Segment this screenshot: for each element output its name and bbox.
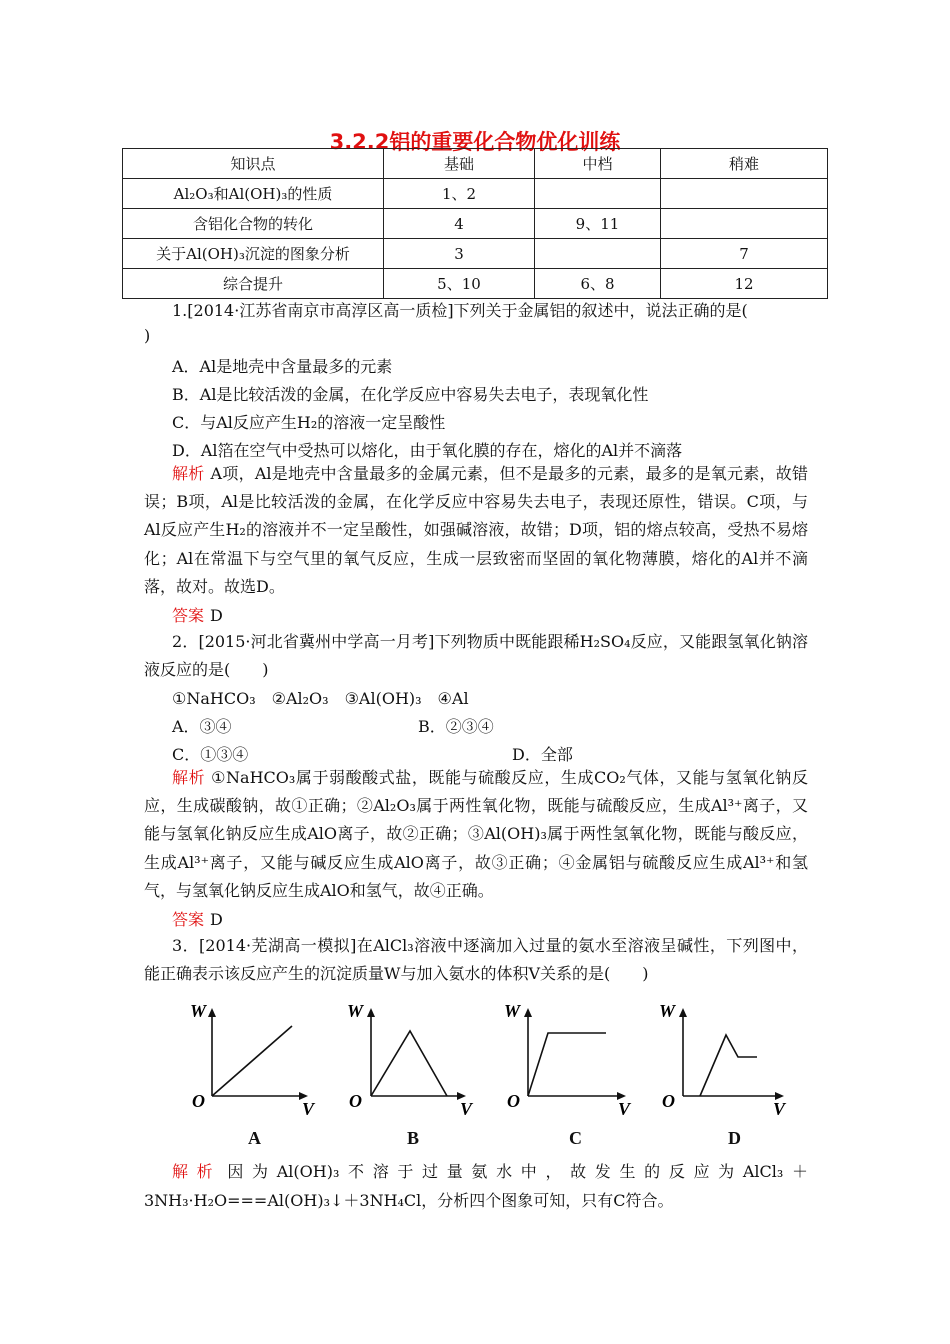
- q2-answer-value: D: [210, 910, 223, 929]
- table-cell: [535, 239, 661, 269]
- table-cell: 含铝化合物的转化: [123, 209, 384, 239]
- graph-label-a: A: [248, 1128, 261, 1148]
- table-header-cell: 稍难: [661, 149, 828, 179]
- curve: [212, 1026, 292, 1096]
- q1-option-b: B．Al是比较活泼的金属，在化学反应中容易失去电子，表现氧化性: [172, 385, 649, 404]
- table-cell: [535, 179, 661, 209]
- y-axis-label: W: [190, 1001, 207, 1021]
- curve: [528, 1033, 606, 1096]
- table-cell: 9、11: [535, 209, 661, 239]
- table-header-cell: 基础: [384, 149, 535, 179]
- y-axis-label: W: [504, 1001, 521, 1021]
- table-cell: 4: [384, 209, 535, 239]
- graph-c: [504, 1001, 632, 1119]
- table-cell: 综合提升: [123, 269, 384, 299]
- q1-answer: [172, 603, 223, 626]
- origin-label: O: [349, 1091, 362, 1111]
- q3-stem: 3．[2014·芜湖高一模拟]在AlCl₃溶液中逐滴加入过量的氨水至溶液呈碱性，下列图中，能正确表示该反应产生的沉淀质量W与加入氨水的体积V关系的是( ): [144, 936, 808, 984]
- answer-tag: 答案: [172, 910, 205, 929]
- q3-analysis-cont: 3NH₃·H₂O===Al(OH)₃↓＋3NH₄Cl，分析四个图象可知，只有C符合。: [144, 1191, 674, 1210]
- x-axis-label: V: [460, 1099, 473, 1119]
- graph-b: [347, 1001, 474, 1119]
- q1-stem: 1.[2014·江苏省南京市高淳区高一质检]下列关于金属铝的叙述中，说法正确的是(: [172, 301, 748, 320]
- table-cell: 关于Al(OH)₃沉淀的图象分析: [123, 239, 384, 269]
- q1-analysis: [144, 460, 808, 601]
- analysis-tag: 解析: [172, 768, 206, 787]
- table-cell: 7: [661, 239, 828, 269]
- q3-analysis-text: 因为Al(OH)₃不溶于过量氨水中，故发生的反应为AlCl₃＋: [227, 1162, 808, 1181]
- q1-option-d: D．Al箔在空气中受热可以熔化，由于氧化膜的存在，熔化的Al并不滴落: [172, 441, 683, 460]
- knowledge-table: [122, 148, 828, 299]
- page-title: 3.2.2铝的重要化合物优化训练: [329, 130, 621, 154]
- q2-option-b: B．②③④: [418, 717, 494, 736]
- q2-stem: 2．[2015·河北省冀州中学高一月考]下列物质中既能跟稀H₂SO₄反应，又能跟氢氧化钠溶液反应的是( ): [144, 632, 808, 680]
- q1-answer-value: D: [210, 606, 223, 625]
- table-cell: 12: [661, 269, 828, 299]
- y-axis-label: W: [347, 1001, 364, 1021]
- table-header-row: [123, 149, 828, 179]
- analysis-tag: 解析: [172, 464, 205, 483]
- graph-d: [659, 1001, 787, 1119]
- table-row: [123, 179, 828, 209]
- y-axis-label: W: [659, 1001, 676, 1021]
- table-cell: 6、8: [535, 269, 661, 299]
- q2-answer: [172, 907, 223, 930]
- curve: [371, 1031, 447, 1096]
- q2-analysis-text: ①NaHCO₃属于弱酸酸式盐，既能与硫酸反应，生成CO₂气体，又能与氢氧化钠反应，生成碳酸钠，故①正确；②Al₂O₃属于两性氧化物，既能与硫酸反应，生成Al³⁺离子，又能与氢氧化钠反应生成AlO离子，故②正确；③Al(OH)₃属于两性氢氧化物，既能与酸反应，生成Al³⁺离子，又能与碱反应生成AlO离子，故③正确；④金属铝与硫酸反应生成Al³⁺和氢气，与氢氧化钠反应生成AlO和氢气，故④正确。: [144, 768, 808, 900]
- table-header-cell: 中档: [535, 149, 661, 179]
- graph-label-d: D: [728, 1128, 741, 1148]
- table-row: [123, 269, 828, 299]
- origin-label: O: [192, 1091, 205, 1111]
- analysis-tag: 解析: [172, 1162, 222, 1181]
- table-row: [123, 239, 828, 269]
- curve: [700, 1035, 757, 1096]
- table-cell: [661, 209, 828, 239]
- x-axis-label: V: [773, 1099, 786, 1119]
- x-axis-label: V: [618, 1099, 631, 1119]
- q3-analysis: [144, 1158, 808, 1186]
- table-row: [123, 209, 828, 239]
- table-cell: 3: [384, 239, 535, 269]
- table-cell: 5、10: [384, 269, 535, 299]
- graph-label-b: B: [407, 1128, 420, 1148]
- q1-analysis-text: A项，Al是地壳中含量最多的金属元素，但不是最多的元素，最多的是氧元素，故错误；B项，Al是比较活泼的金属，在化学反应中容易失去电子，表现还原性，错误。C项，与Al反应产生H₂的溶液并不一定呈酸性，如强碱溶液，故错；D项，铝的熔点较高，受热不易熔化；Al在常温下与空气里的氧气反应，生成一层致密而坚固的氧化物薄膜，熔化的Al并不滴落，故对。故选D。: [144, 464, 808, 596]
- origin-label: O: [662, 1091, 675, 1111]
- table-header-cell: 知识点: [123, 149, 384, 179]
- q2-option-a: A．③④: [172, 717, 232, 736]
- q3-graphs: [0, 995, 950, 1155]
- q1-stem-cont: ): [144, 326, 151, 345]
- graph-a: [190, 1001, 316, 1119]
- x-axis-label: V: [302, 1099, 315, 1119]
- q2-analysis: [144, 764, 808, 905]
- q1-option-a: A．Al是地壳中含量最多的元素: [172, 357, 393, 376]
- q2-items: ①NaHCO₃ ②Al₂O₃ ③Al(OH)₃ ④Al: [172, 689, 469, 708]
- q2-option-c: C．①③④: [172, 745, 249, 764]
- graph-label-c: C: [569, 1128, 582, 1148]
- q2-option-d: D．全部: [512, 745, 573, 764]
- table-cell: Al₂O₃和Al(OH)₃的性质: [123, 179, 384, 209]
- answer-tag: 答案: [172, 606, 205, 625]
- q1-option-c: C．与Al反应产生H₂的溶液一定呈酸性: [172, 413, 446, 432]
- origin-label: O: [507, 1091, 520, 1111]
- table-cell: [661, 179, 828, 209]
- table-cell: 1、2: [384, 179, 535, 209]
